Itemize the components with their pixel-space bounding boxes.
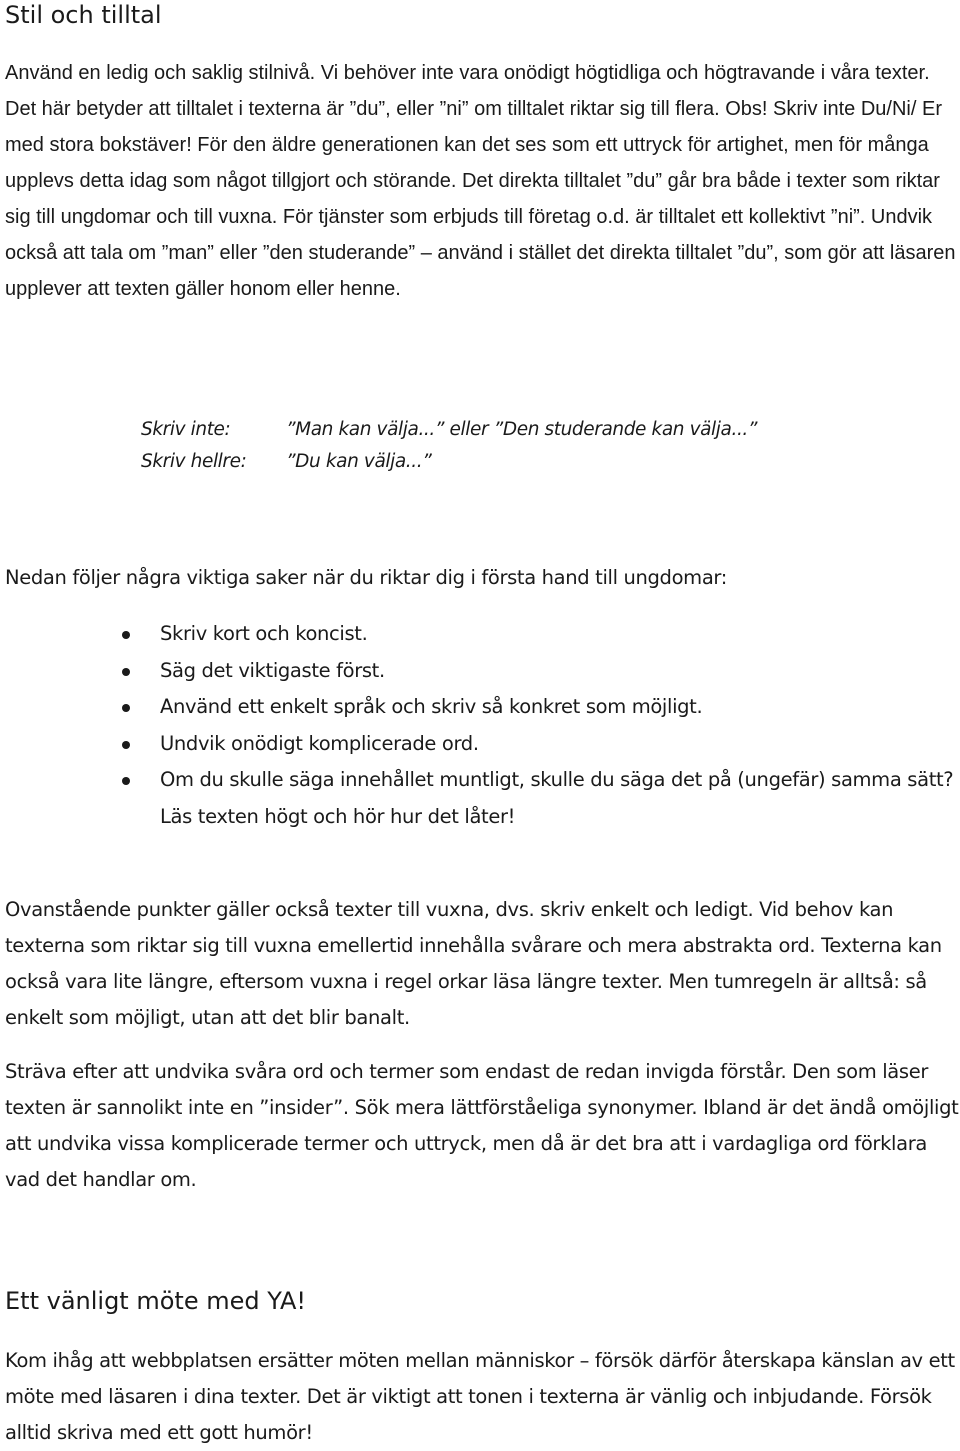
paragraph-style-intro: Använd en ledig och saklig stilnivå. Vi behöver inte vara onödigt högtidliga och högtravande i våra texter. Det här betyder att tilltalet i texterna är ”du”, eller ”ni” om tilltalet riktar sig till flera. Obs! Skriv inte Du/Ni/ Er med stora bokstäver! För den äldre generationen kan det ses som ett uttryck för artighet, men för många upplevs detta idag som något tillgjort och störande. Det direkta tilltalet ”du” går bra både i texter som riktar sig till ungdomar och till vuxna. För tjänster som erbjuds till företag o.d. är tilltalet ett kollektivt ”ni”. Undvik också att tala om ”man” eller ”den studerande” – använd i stället det direkta tilltalet ”du”, som gör att läsaren upplever att texten gäller honom eller henne. — [5, 62, 956, 300]
list-item: Säg det viktigaste först. — [5, 653, 960, 690]
list-intro: Nedan följer några viktiga saker när du riktar dig i första hand till ungdomar: — [5, 566, 727, 589]
bullet-icon — [122, 777, 130, 785]
list-item: Använd ett enkelt språk och skriv så konkret som möjligt. — [5, 689, 960, 726]
example-row-do — [141, 446, 757, 478]
paragraph-adults: Ovanstående punkter gäller också texter till vuxna, dvs. skriv enkelt och ledigt. Vid behov kan texterna som riktar sig till vuxna emellertid innehålla svårare och mera abstrakta ord. Texterna kan också vara lite längre, eftersom vuxna i regel orkar läsa längre texter. Men tumregeln är alltså: så enkelt som möjligt, utan att det blir banalt. — [5, 898, 942, 1029]
example-row-dont — [141, 414, 757, 446]
example-label: Skriv inte: — [141, 419, 231, 440]
section-heading-meeting: Ett vänligt möte med YA! — [5, 1287, 307, 1315]
list-item: Om du skulle säga innehållet muntligt, skulle du säga det på (ungefär) samma sätt? Läs texten högt och hör hur det låter! — [5, 762, 960, 835]
paragraph-meeting: Kom ihåg att webbplatsen ersätter möten mellan människor – försök därför återskapa känslan av ett möte med läsaren i dina texter. Det är viktigt att tonen i texterna är vänlig och inbjudande. Försök alltid skriva med ett gott humör! — [5, 1349, 955, 1444]
section-heading-style: Stil och tilltal — [5, 1, 162, 29]
tips-list — [5, 616, 960, 835]
example-label: Skriv hellre: — [141, 451, 247, 472]
bullet-icon — [122, 741, 130, 749]
examples-block — [141, 414, 757, 478]
paragraph-terms: Sträva efter att undvika svåra ord och termer som endast de redan invigda förstår. Den som läser texten är sannolikt inte en ”insider”. Sök mera lättförståeliga synonymer. Ibland är det ändå omöjligt att undvika vissa komplicerade termer och uttryck, men då är det bra att i vardagliga ord förklara vad det handlar om. — [5, 1060, 959, 1191]
bullet-icon — [122, 704, 130, 712]
example-text: ”Du kan välja...” — [286, 451, 432, 472]
list-item: Undvik onödigt komplicerade ord. — [5, 726, 960, 763]
list-item: Skriv kort och koncist. — [5, 616, 960, 653]
example-text: ”Man kan välja...” eller ”Den studerande kan välja...” — [286, 419, 758, 440]
bullet-icon — [122, 631, 130, 639]
bullet-icon — [122, 668, 130, 676]
